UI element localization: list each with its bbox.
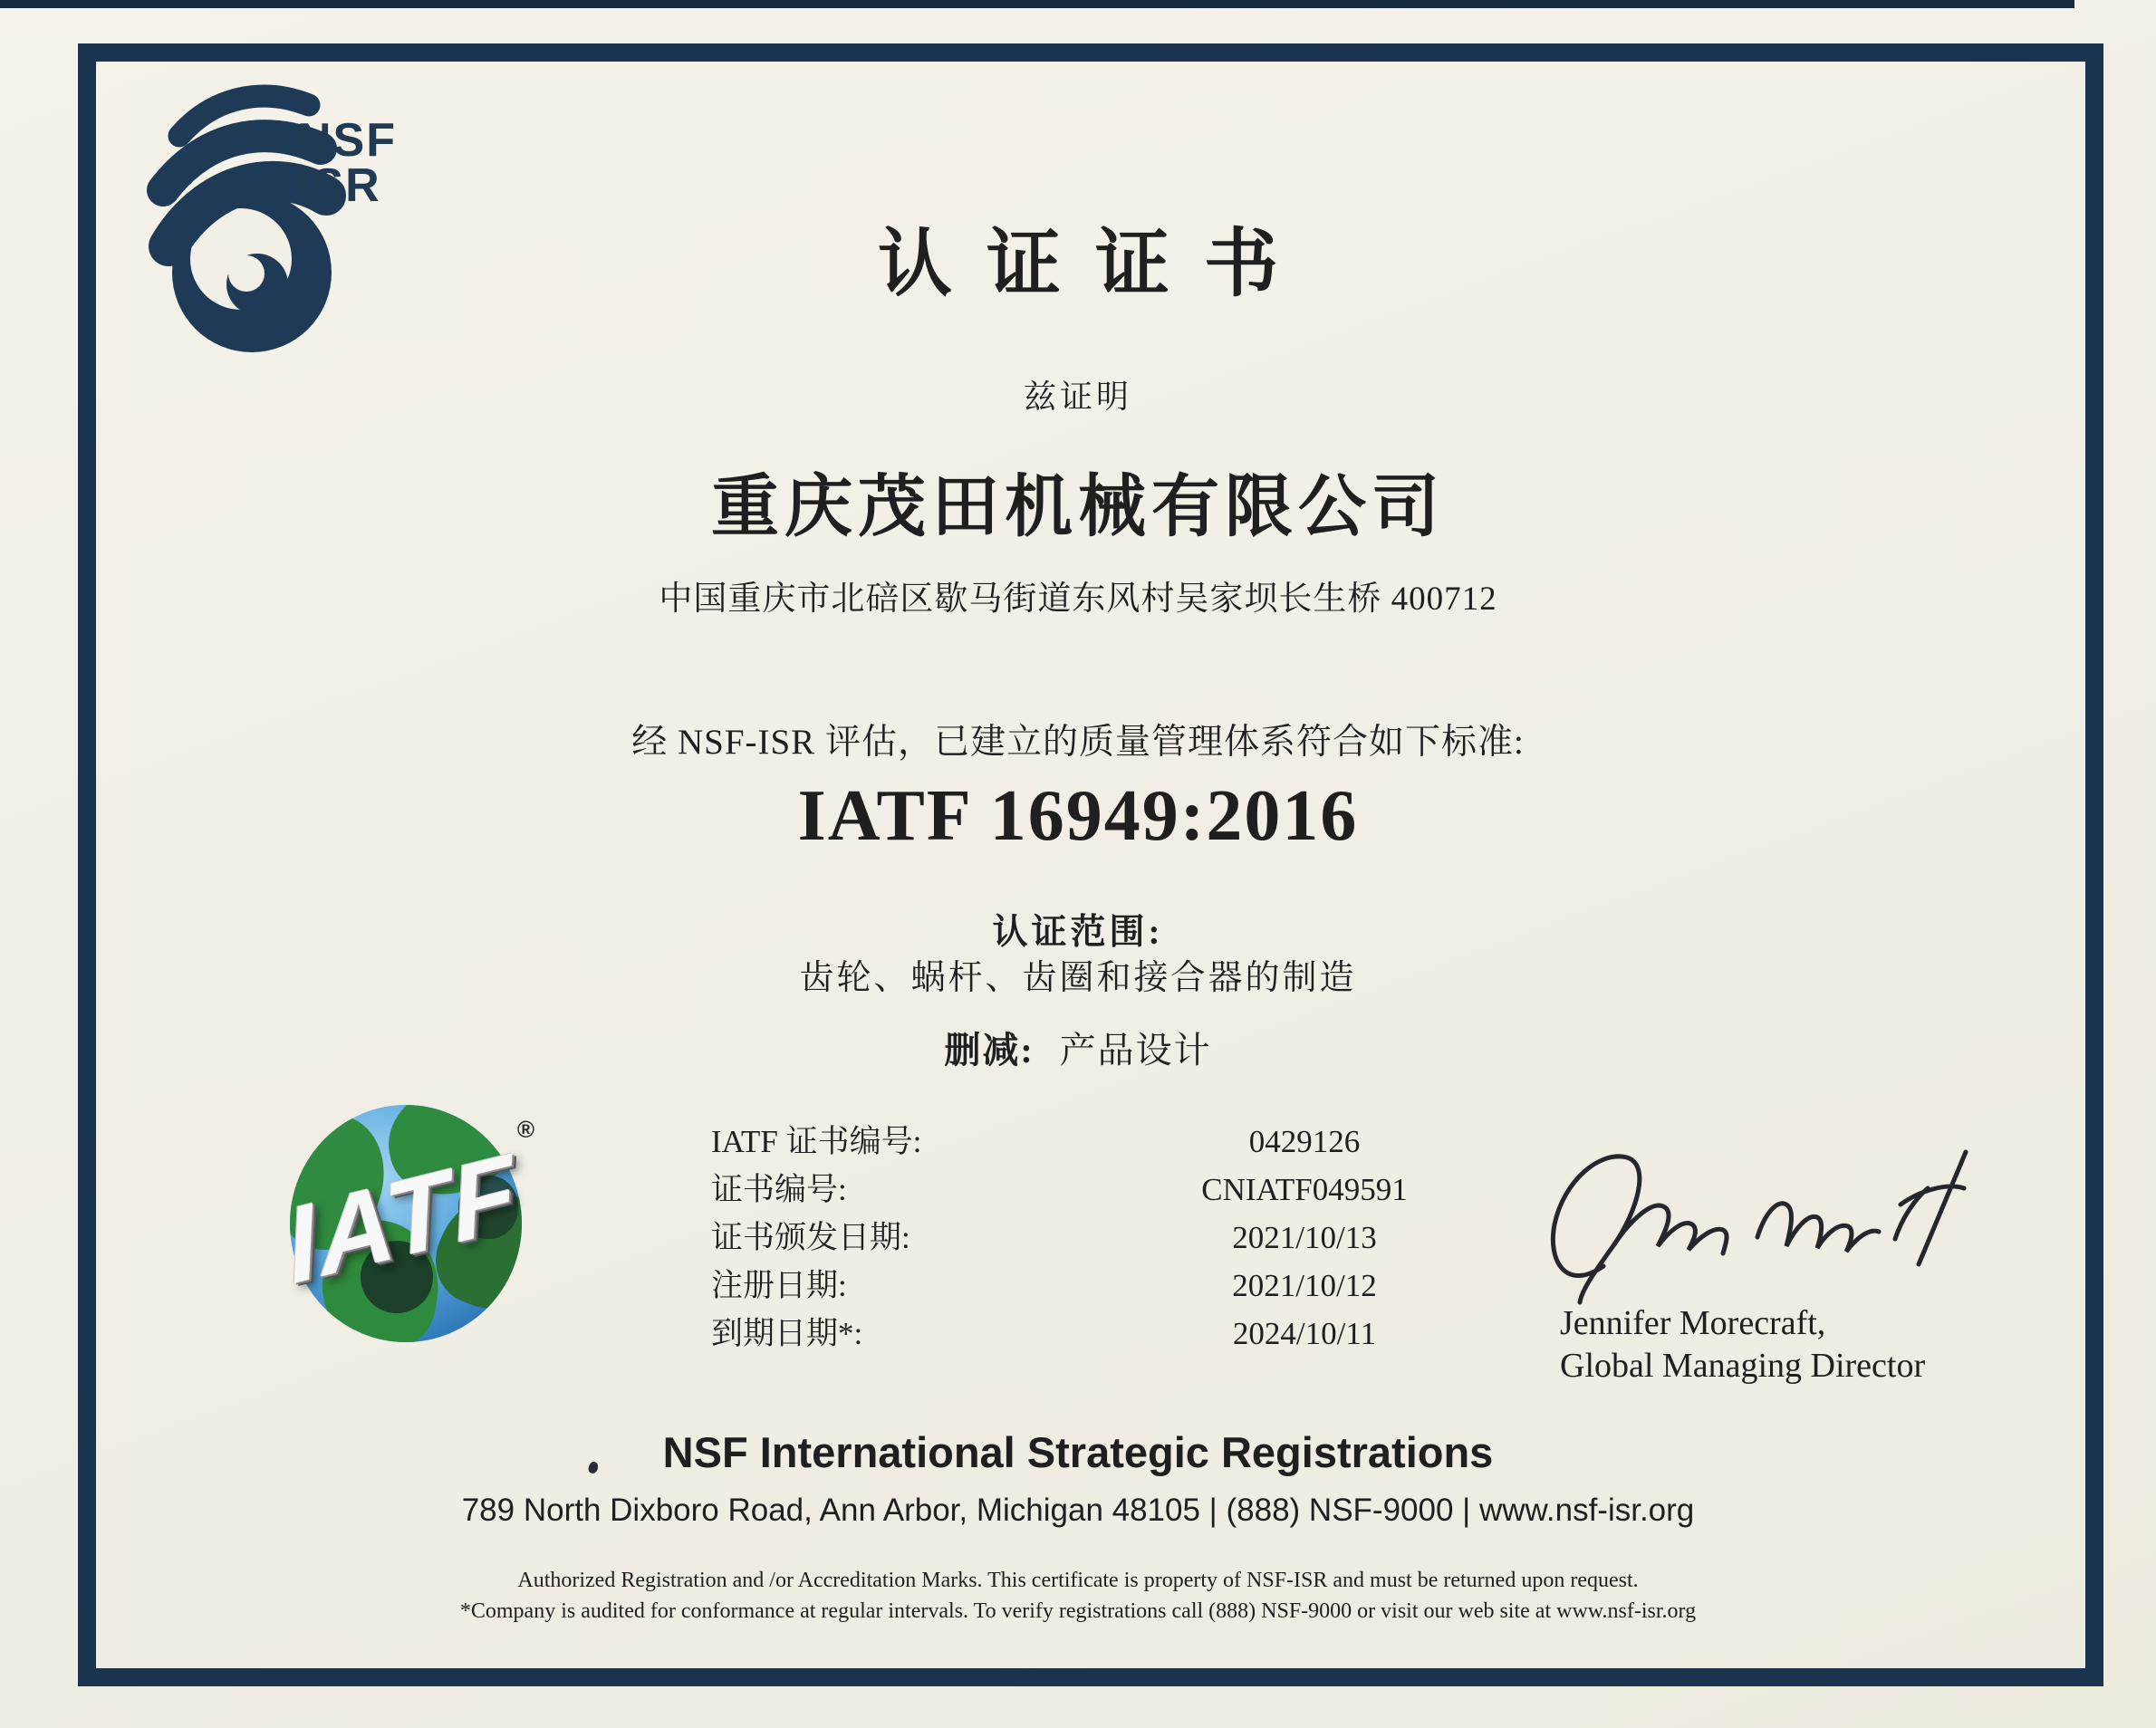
nsf-wordmark-line1: NSF [297,114,397,167]
photo-edge-strip [0,0,2074,8]
scope-heading: 认证范围: [992,913,1164,952]
standard-name: IATF 16949:2016 [797,776,1359,856]
detail-label: 证书颁发日期: [711,1220,910,1255]
certificate-details [711,1118,1572,1358]
company-address: 中国重庆市北碚区歇马街道东风村吴家坝长生桥 400712 [659,581,1497,618]
signatory-name-title [1560,1302,1925,1387]
issuer-address: 789 North Dixboro Road, Ann Arbor, Michigan 48105 | (888) NSF-9000 | www.nsf-isr.org [461,1493,1695,1528]
signature-block [1540,1130,2047,1402]
iatf-globe-logo [261,1098,542,1369]
issuer-name: NSF International Strategic Registrations [662,1428,1494,1476]
assessment-statement: 经 NSF-ISR 评估，已建立的质量管理体系符合如下标准: [631,723,1525,762]
signatory-title: Global Managing Director [1560,1347,1926,1385]
fine-print-line1: Authorized Registration and /or Accreditation Marks. This certificate is property of NSF-ISR and must be returned upon request. [517,1569,1639,1592]
detail-label: 到期日期*: [711,1316,863,1351]
detail-label: 证书编号: [711,1172,847,1207]
detail-label: 注册日期: [711,1268,847,1303]
detail-row-issue-date [711,1214,1572,1262]
certificate-title: 认证证书 [877,223,1313,305]
signature-script [1540,1130,2029,1311]
detail-value: 2024/10/11 [1232,1316,1377,1351]
registered-trademark-icon: ® [516,1116,534,1143]
detail-value: 2021/10/13 [1232,1220,1377,1255]
scope-text: 齿轮、蜗杆、齿圈和接合器的制造 [799,959,1357,997]
exclusion-line [0,1022,2156,1073]
fine-print-line2: *Company is audited for conformance at regular intervals. To verify registrations call (888) NSF-9000 or visit our web site at www.nsf-isr.org [459,1599,1697,1623]
exclusion-value: 产品设计 [1059,1030,1212,1070]
iatf-logo-text: IATF [278,1130,526,1308]
nsf-isr-wordmark [297,114,397,212]
certify-line: 兹证明 [1023,379,1132,415]
detail-row-expiry-date [711,1310,1572,1358]
company-name: 重庆茂田机械有限公司 [710,470,1445,545]
exclusion-label: 删减: [944,1030,1035,1070]
detail-row-iatf-number [711,1118,1572,1166]
nsf-wordmark-line2: ISR [297,159,381,212]
detail-label: IATF 证书编号: [711,1124,922,1159]
signatory-name: Jennifer Morecraft, [1560,1304,1826,1342]
detail-value: 0429126 [1248,1124,1361,1159]
detail-value: 2021/10/12 [1232,1268,1377,1303]
detail-row-registration-date [711,1262,1572,1310]
detail-value: CNIATF049591 [1201,1172,1408,1207]
detail-row-cert-number [711,1166,1572,1214]
